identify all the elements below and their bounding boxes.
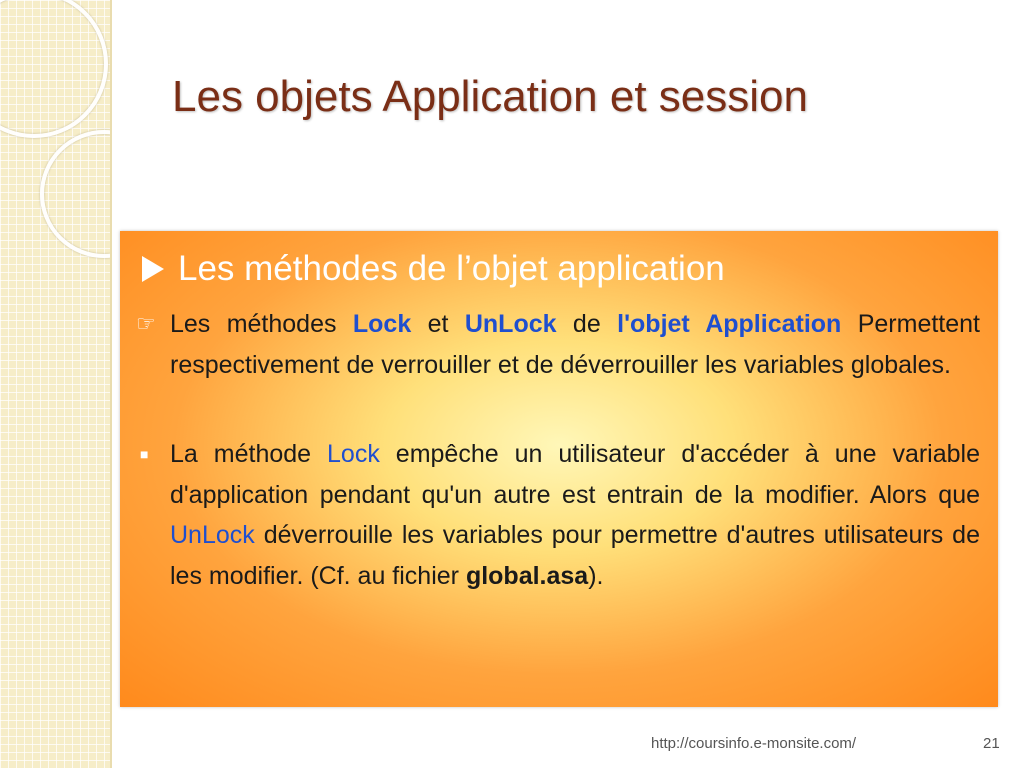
section-heading-text: Les méthodes de l’objet application xyxy=(178,249,725,288)
decorative-grid-band xyxy=(0,0,112,768)
keyword-lock: Lock xyxy=(327,440,380,468)
section-heading xyxy=(140,249,725,289)
footer-url: http://coursinfo.e-monsite.com/ xyxy=(651,735,857,752)
keyword-unlock: UnLock xyxy=(464,310,557,338)
bullet-text xyxy=(170,434,980,596)
pointing-hand-icon: ☞ xyxy=(136,311,156,336)
text-run: déverrouille les variables pour permettre d'autres utilisateurs de les modifier. (Cf. au fichier xyxy=(170,521,980,590)
slide-title: Les objets Application et session xyxy=(172,72,808,121)
text-run: de xyxy=(556,310,618,338)
square-bullet-icon: ■ xyxy=(140,446,149,462)
text-run: La méthode xyxy=(170,440,328,468)
bullet-item-methods xyxy=(136,304,980,385)
page-number: 21 xyxy=(983,735,1000,752)
decorative-ring xyxy=(0,0,108,138)
decorative-ring xyxy=(40,130,112,258)
text-run: Permettent respectivement de verrouiller et de déverrouiller les variables globales. xyxy=(170,310,980,379)
triangle-arrow-icon xyxy=(142,256,164,282)
keyword-lock: Lock xyxy=(352,310,412,338)
keyword-unlock: UnLock xyxy=(170,521,255,549)
text-run: empêche un utilisateur d'accéder à une variable d'application pendant qu'un autre est entrain de la modifier. Alors que xyxy=(170,440,980,509)
keyword-objet-application: l'objet Application xyxy=(617,310,842,338)
text-run: ). xyxy=(588,561,604,590)
bullet-item-lock xyxy=(140,434,980,596)
filename-global-asa: global.asa xyxy=(465,561,589,590)
text-run: Les méthodes xyxy=(170,310,353,338)
bullet-text xyxy=(170,304,980,385)
text-run: et xyxy=(411,310,465,338)
